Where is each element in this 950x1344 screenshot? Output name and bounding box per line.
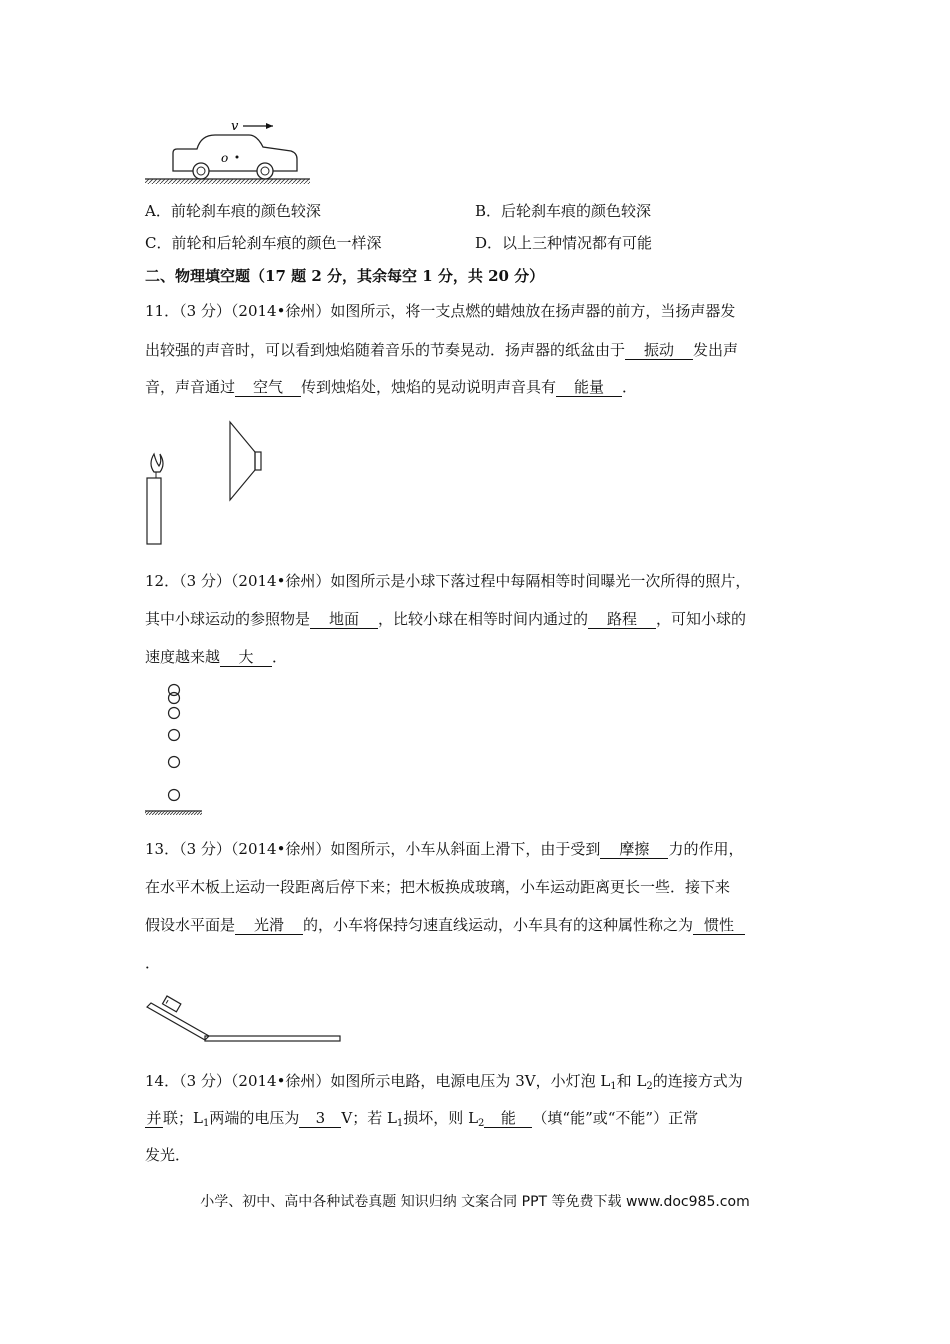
q14-answer-1: 并 (146, 1109, 162, 1127)
q11-line1: 11．（3 分）（2014•徐州）如图所示，将一支点燃的蜡烛放在扬声器的前方，当扬声器发 (145, 302, 736, 320)
toy-cart (163, 996, 181, 1012)
ball (169, 693, 180, 704)
q13-line3: 假设水平面是 光滑 的，小车将保持匀速直线运动，小车具有的这种属性称之为 惯性 (145, 915, 745, 935)
q13-line2: 在水平木板上运动一段距离后停下来；把木板换成玻璃，小车运动距离更长一些．接下来 (145, 878, 731, 896)
falling-ball-figure (140, 680, 210, 820)
ball (169, 730, 180, 741)
car-body (173, 135, 297, 171)
q14-answer-2: 3 (299, 1109, 341, 1128)
speaker-magnet (255, 452, 261, 470)
q11-answer-2: 空气 (235, 378, 301, 397)
option-c: C．前轮和后轮刹车痕的颜色一样深 (145, 234, 382, 252)
q14-line1: 14．（3 分）（2014•徐州）如图所示电路，电源电压为 3V，小灯泡 $L_1$和 $L_2$的连接方式为 (145, 1072, 743, 1092)
front-wheel (257, 163, 273, 179)
velocity-label: v (231, 119, 239, 134)
ball (169, 708, 180, 719)
candle-body (147, 478, 161, 544)
q12-line3: 速度越来越 大 ． (145, 648, 288, 666)
q12-answer-1: 地面 (310, 610, 378, 629)
option-d: D．以上三种情况都有可能 (475, 234, 653, 252)
rear-wheel (193, 163, 209, 179)
horizontal-board (205, 1036, 340, 1041)
q11-line2: 出较强的声音时，可以看到烛焰随着音乐的节奏晃动．扬声器的纸盆由于 振动 发出声 (145, 341, 739, 359)
page-footer: 小学、初中、高中各种试卷真题 知识归纳 文案合同 PPT 等免费下载 www.doc985.com (200, 1194, 750, 1210)
q13-answer-1: 摩擦 (600, 840, 668, 859)
q14-line2: 并 联；$L_1$两端的电压为 3 V；若 $L_1$损坏，则 $L_2$ 能 （填“能”或“不能”）正常 (146, 1109, 699, 1129)
q13-line1: 13．（3 分）（2014•徐州）如图所示，小车从斜面上滑下，由于受到 摩擦 力的作用， (145, 840, 744, 858)
ball (169, 757, 180, 768)
q14-answer-3: 能 (484, 1109, 532, 1128)
q12-answer-2: 路程 (588, 610, 656, 629)
q11-answer-3: 能量 (556, 378, 622, 397)
q12-line2: 其中小球运动的参照物是 地面 ，比较小球在相等时间内通过的 路程 ，可知小球的 (145, 610, 747, 628)
q12-line1: 12．（3 分）（2014•徐州）如图所示是小球下落过程中每隔相等时间曝光一次所得的照片， (145, 572, 751, 590)
q13-line4: ． (145, 954, 161, 972)
option-a: A．前轮刹车痕的颜色较深 (145, 202, 321, 220)
q13-answer-2: 光滑 (235, 916, 303, 935)
q13-answer-3: 惯性 (693, 916, 745, 935)
q14-line3: 发光． (145, 1146, 191, 1164)
center-label: o (221, 151, 229, 165)
option-b: B．后轮刹车痕的颜色较深 (475, 202, 652, 220)
q11-line3: 音，声音通过 空气 传到烛焰处，烛焰的晃动说明声音具有 能量 ． (145, 378, 638, 396)
q11-answer-1: 振动 (625, 341, 693, 360)
car-figure (145, 115, 310, 185)
candle-speaker-figure (140, 418, 270, 548)
candle-flame (151, 454, 163, 472)
incline-figure (145, 990, 345, 1045)
section-title: 二、物理填空题（17 题 2 分，其余每空 1 分，共 20 分） (145, 267, 545, 285)
q12-answer-3: 大 (220, 648, 272, 667)
ball (169, 790, 180, 801)
speaker-cone (230, 422, 255, 500)
